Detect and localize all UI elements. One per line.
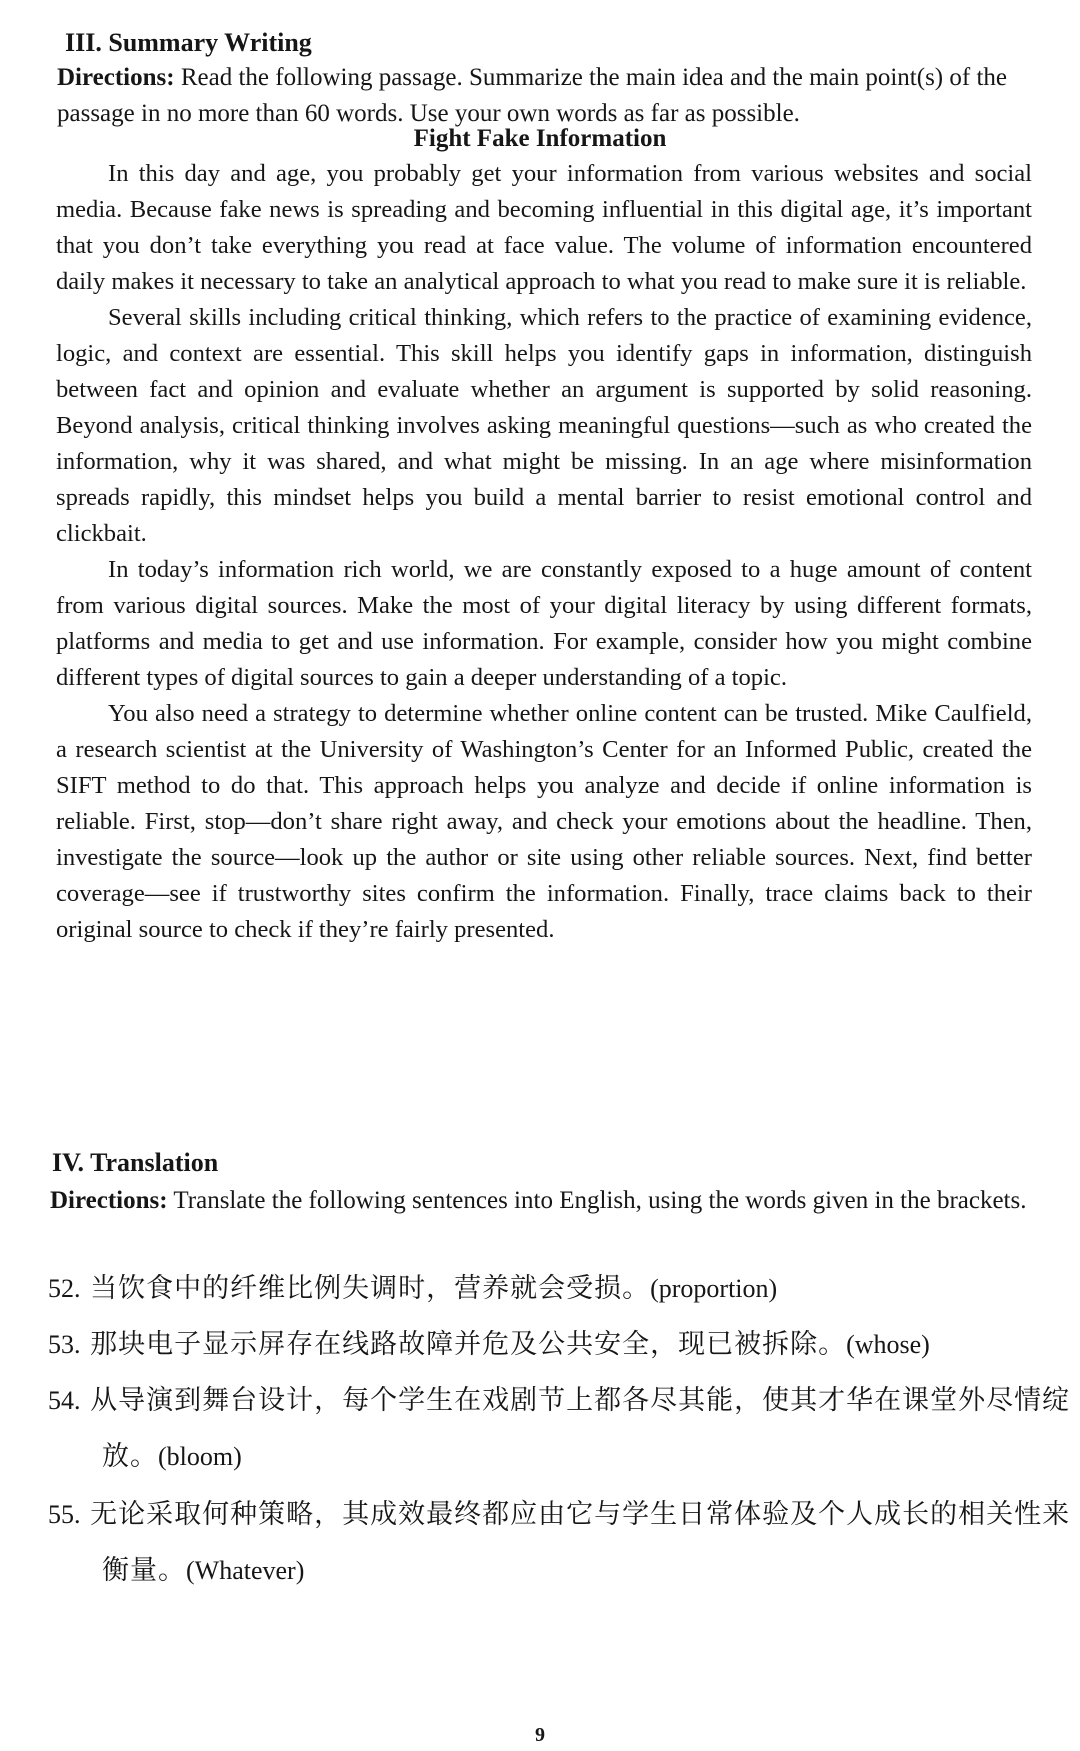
directions-label: Directions: [57,64,175,91]
translation-directions [50,1183,1040,1219]
directions-text: Read the following passage. Summarize the main idea and the main point(s) of the passage in no more than 60 words. Use your own words as far as possible. [57,64,1007,127]
passage-body [56,156,1032,948]
directions-label: Directions: [50,1187,168,1214]
translation-item-55 [48,1487,1080,1599]
translation-item-53 [48,1317,1080,1373]
item-hint: (Whatever) [186,1556,305,1585]
summary-directions [57,60,1042,132]
page-number: 9 [535,1724,545,1746]
section-title-translation: IV. Translation [52,1148,219,1177]
item-hint: (bloom) [158,1442,242,1471]
item-number: 52. [48,1274,81,1303]
passage-paragraph-2: Several skills including critical thinking, which refers to the practice of examining evidence, logic, and context are essential. This skill helps you identify gaps in information, distinguish between fact and opinion and evaluate whether an argument is supported by solid reasoning. Beyond analysis, critical thinking involves asking meaningful questions—such as who created the information, why it was shared, and what might be missing. In an age where misinformation spreads rapidly, this mindset helps you build a mental barrier to resist emotional control and clickbait. [56,304,1032,547]
item-number: 55. [48,1500,81,1529]
passage-paragraph-4: You also need a strategy to determine whether online content can be trusted. Mike Caulfield, a research scientist at the University of Washington’s Center for an Informed Public, created the SIFT method to do that. This approach helps you analyze and decide if online information is reliable. First, stop—don’t share right away, and check your emotions about the headline. Then, investigate the source—look up the author or site using other reliable sources. Next, find better coverage—see if trustworthy sites confirm the information. Finally, trace claims back to their original source to check if they’re fairly presented. [56,700,1032,943]
directions-text: Translate the following sentences into English, using the words given in the brackets. [167,1187,1027,1214]
passage-title: Fight Fake Information [413,125,667,152]
item-text: 那块电子显示屏存在线路故障并危及公共安全，现已被拆除。 [90,1329,847,1360]
item-text: 当饮食中的纤维比例失调时，营养就会受损。 [90,1273,651,1304]
item-text: 无论采取何种策略，其成效最终都应由它与学生日常体验及个人成长的相关性来衡量。 [90,1499,1071,1586]
translation-item-52 [48,1261,1080,1317]
item-hint: (whose) [846,1330,930,1359]
item-number: 54. [48,1386,81,1415]
translation-item-54 [48,1373,1080,1485]
item-hint: (proportion) [650,1274,778,1303]
item-number: 53. [48,1330,81,1359]
passage-paragraph-1: In this day and age, you probably get your information from various websites and social media. Because fake news is spreading and becoming influential in this digital age, it’s important that you don’t take everything you read at face value. The volume of information encountered daily makes it necessary to take an analytical approach to what you read to make sure it is reliable. [56,160,1032,295]
passage-paragraph-3: In today’s information rich world, we are constantly exposed to a huge amount of content from various digital sources. Make the most of your digital literacy by using different formats, platforms and media to get and use information. For example, consider how you might combine different types of digital sources to gain a deeper understanding of a topic. [56,556,1032,691]
item-text: 从导演到舞台设计，每个学生在戏剧节上都各尽其能，使其才华在课堂外尽情绽放。 [90,1385,1071,1472]
section-title-summary-writing: III. Summary Writing [65,28,312,57]
